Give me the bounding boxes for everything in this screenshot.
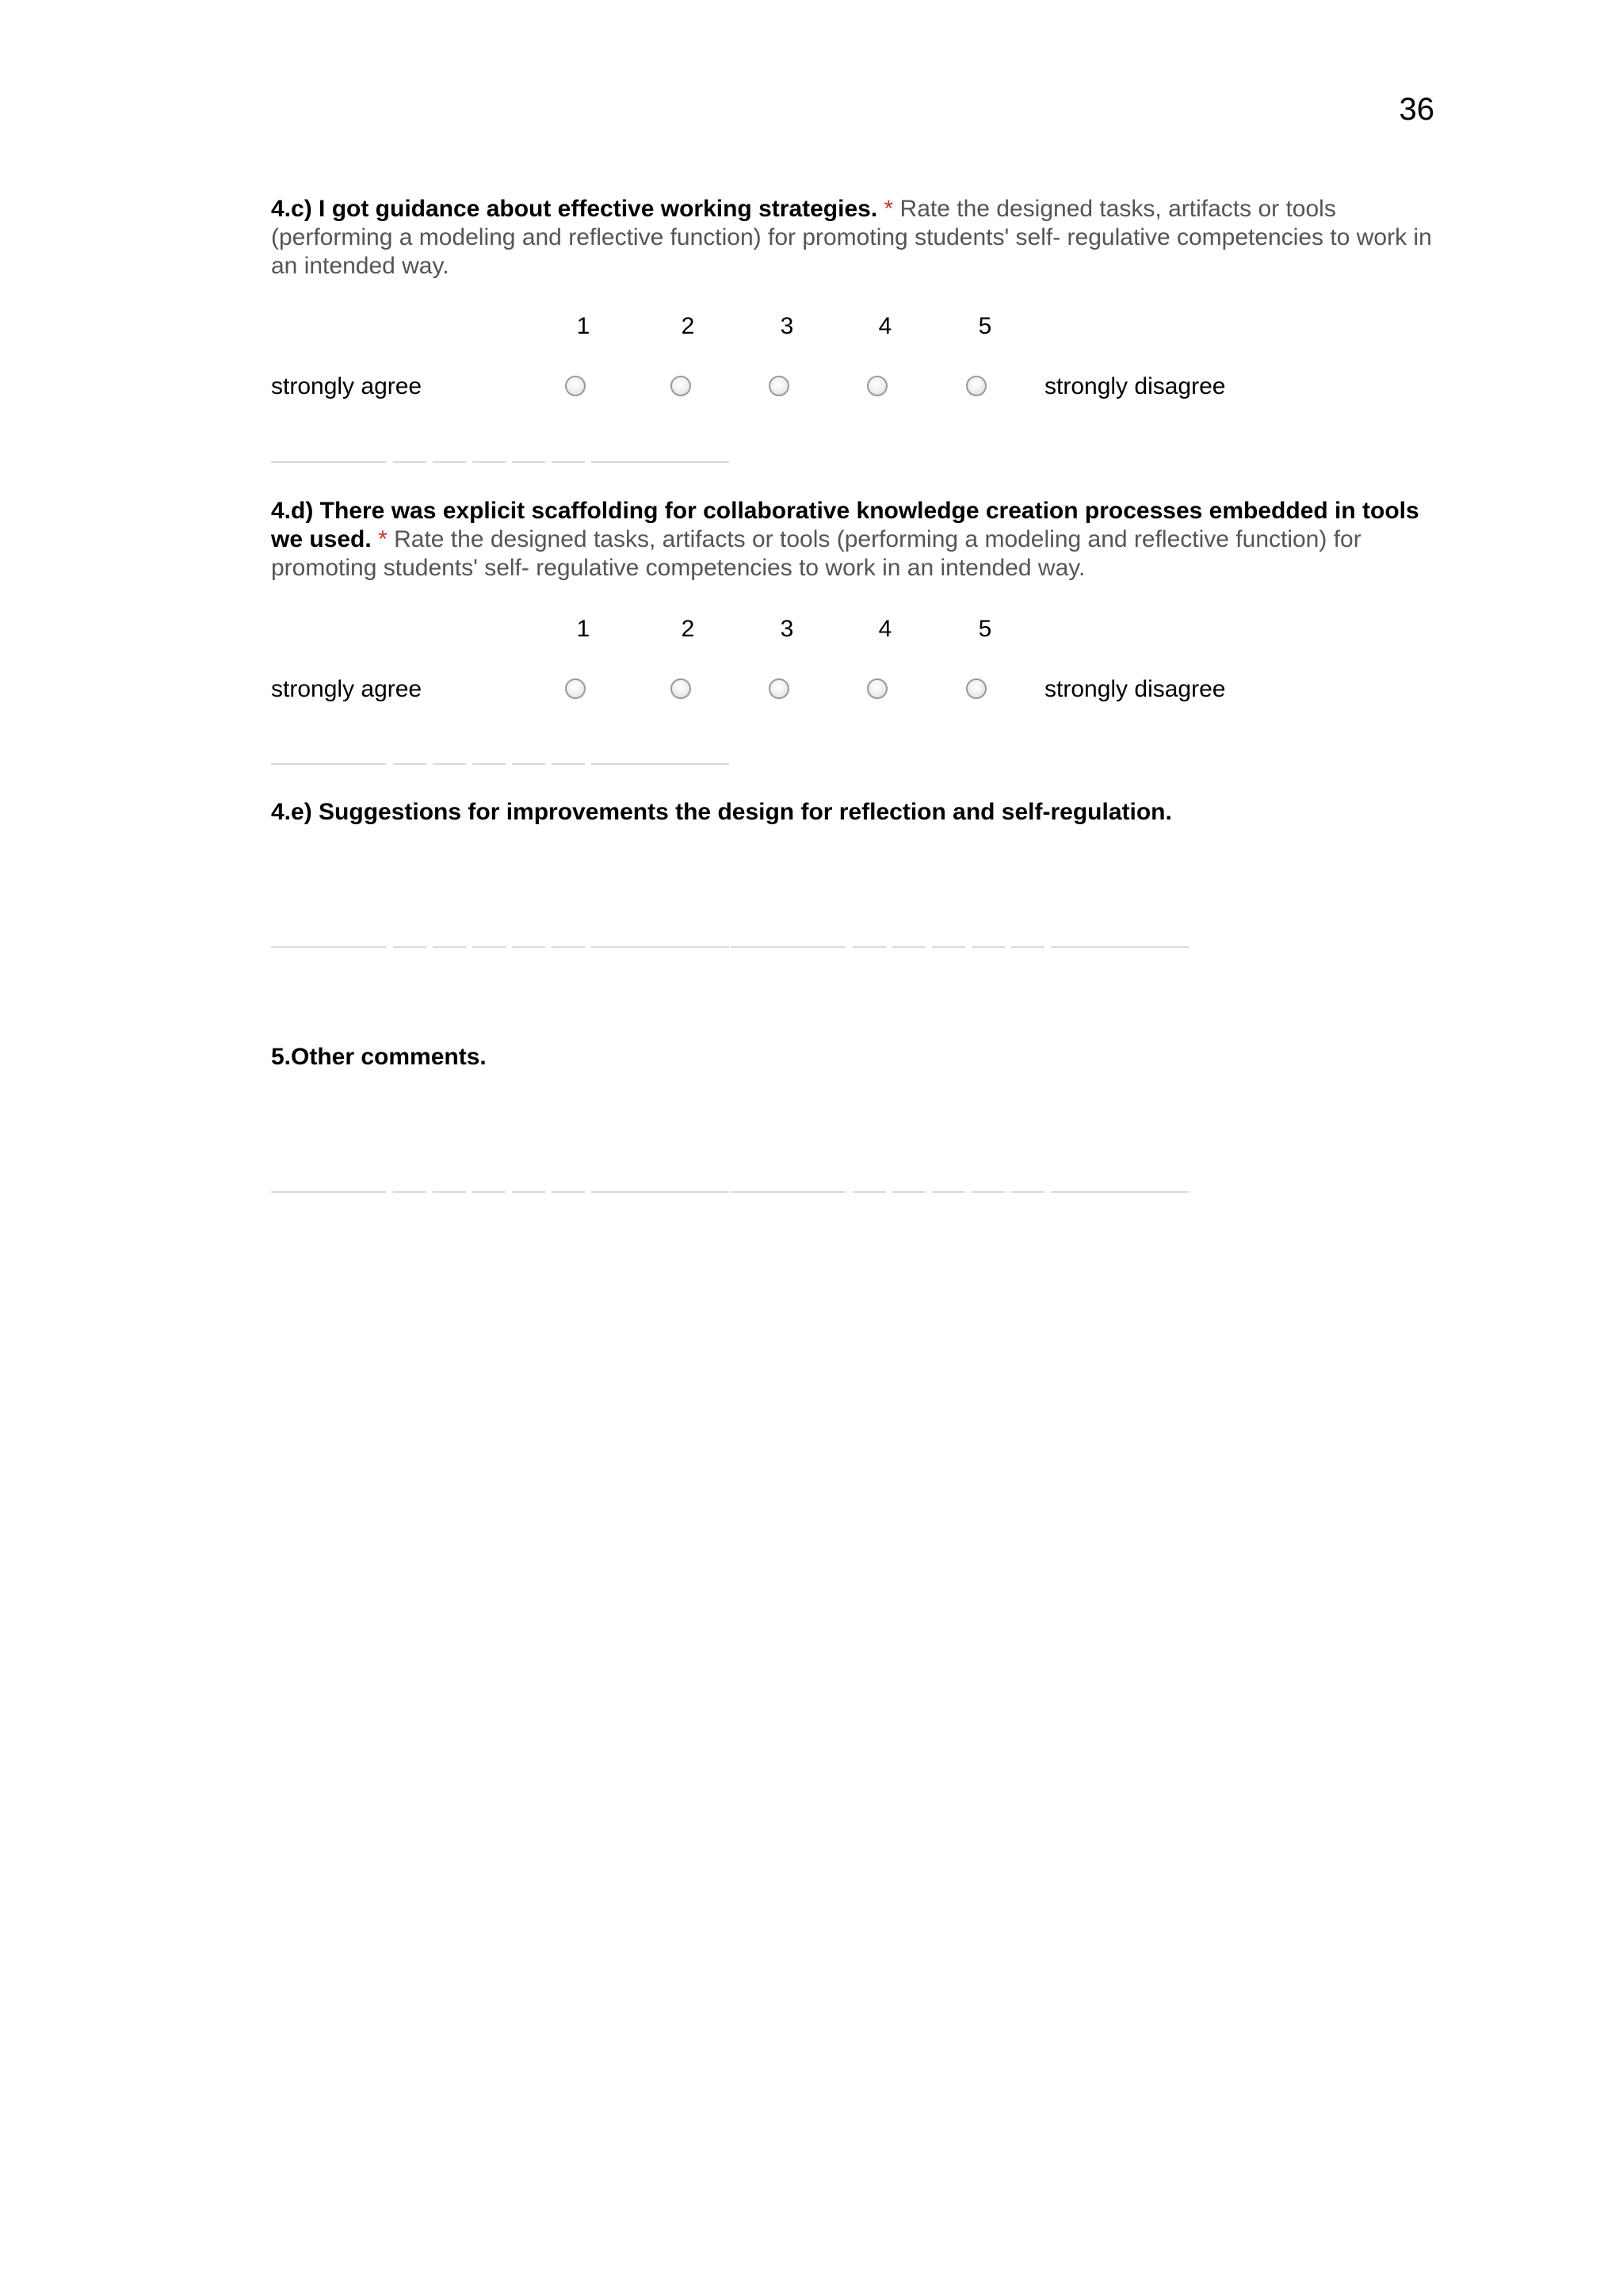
question-4c-help: Rate the designed tasks, artifacts or tools (performing a modeling and reflective function) for promoting students' self- regulative competencies to work in an intended way. (271, 196, 1432, 279)
question-4c (271, 195, 1436, 281)
scale-number-1: 1 (576, 313, 590, 339)
separator-line (271, 946, 1190, 949)
question-4d-title: 4.d) There was explicit scaffolding for collaborative knowledge creation processes embedded in tools we used. (271, 498, 1419, 552)
scale-number-3: 3 (780, 313, 794, 339)
radio-option-1[interactable] (565, 678, 586, 699)
scale-number-4: 4 (878, 313, 892, 339)
radio-option-2[interactable] (670, 678, 691, 699)
radio-option-4[interactable] (867, 678, 888, 699)
page-number: 36 (1399, 92, 1434, 127)
separator-line (271, 1191, 1190, 1194)
answer-textarea-5[interactable] (271, 1086, 1190, 1189)
question-4c-title: 4.c) I got guidance about effective working strategies. (271, 196, 878, 222)
scale-left-label: strongly agree (271, 373, 422, 399)
scale-number-1: 1 (576, 616, 590, 642)
scale-number-5: 5 (978, 313, 992, 339)
scale-right-label: strongly disagree (1044, 373, 1226, 399)
radio-option-1[interactable] (565, 376, 586, 396)
required-marker: * (884, 196, 894, 222)
scale-right-label: strongly disagree (1044, 676, 1226, 702)
question-5 (271, 1043, 1436, 1072)
required-marker: * (378, 526, 388, 552)
scale-number-3: 3 (780, 616, 794, 642)
rating-scale-4d (271, 615, 1381, 710)
radio-option-4[interactable] (867, 376, 888, 396)
separator-line (271, 461, 731, 464)
answer-textarea-4e[interactable] (271, 840, 1190, 943)
radio-option-5[interactable] (966, 678, 987, 699)
scale-number-2: 2 (681, 616, 695, 642)
radio-option-5[interactable] (966, 376, 987, 396)
scale-number-5: 5 (978, 616, 992, 642)
question-4d (271, 497, 1436, 583)
scale-number-2: 2 (681, 313, 695, 339)
scale-left-label: strongly agree (271, 676, 422, 702)
question-4e-title: 4.e) Suggestions for improvements the design for reflection and self-regulation. (271, 799, 1172, 825)
question-4e (271, 798, 1436, 827)
scale-number-4: 4 (878, 616, 892, 642)
question-4d-help: Rate the designed tasks, artifacts or tools (performing a modeling and reflective function) for promoting students' self- regulative competencies to work in an intended way. (271, 526, 1361, 581)
radio-option-3[interactable] (769, 678, 789, 699)
radio-option-3[interactable] (769, 376, 789, 396)
radio-option-2[interactable] (670, 376, 691, 396)
question-5-title: 5.Other comments. (271, 1044, 487, 1070)
rating-scale-4c (271, 312, 1381, 407)
separator-line (271, 763, 731, 766)
